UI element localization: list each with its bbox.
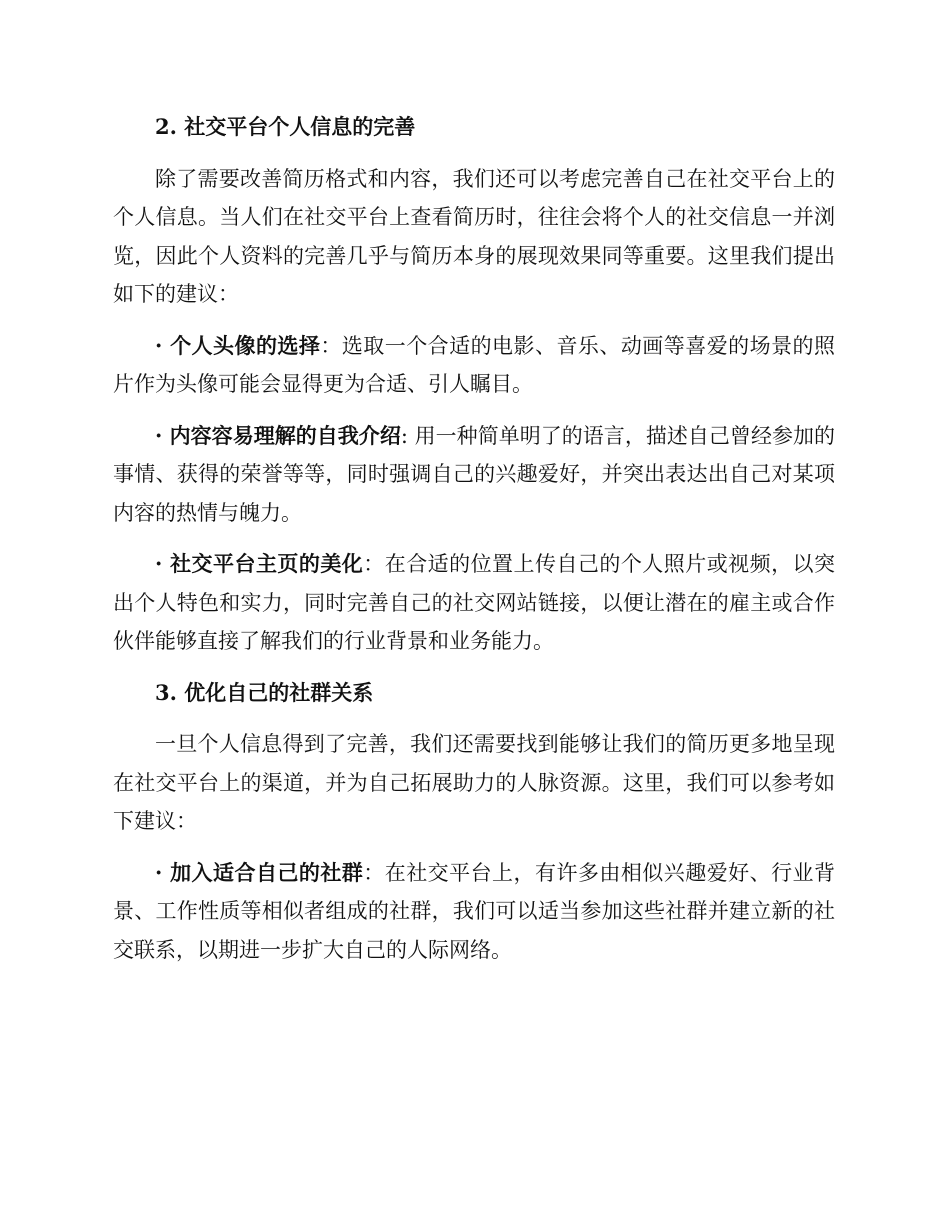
document-body — [113, 108, 835, 982]
section-intro-profile: 除了需要改善简历格式和内容，我们还可以考虑完善自己在社交平台上的个人信息。当人们在社交平台上查看简历时，往往会将个人的社交信息一并浏览，因此个人资料的完善几乎与简历本身的展现效果同等重要。这里我们提出如下的建议： — [113, 166, 835, 306]
bullet-term: · 社交平台主页的美化 — [155, 551, 364, 576]
bullet-term: · 内容容易理解的自我介绍 — [155, 422, 401, 448]
bullet-text: 在社交平台上，有许多由相似兴趣爱好、行业背景、工作性质等相似者组成的社群，我们可以适当参加这些社群并建立新的社交联系，以期进一步扩大自己的人际网络。 — [113, 860, 836, 962]
bullet-item-avatar — [113, 327, 835, 404]
bullet-text: 用一种简单明了的语言，描述自己曾经参加的事情、获得的荣誉等等，同时强调自己的兴趣爱好，并突出表达出自己对某项内容的热情与魄力。 — [113, 423, 836, 525]
bullet-item-join-community — [113, 854, 835, 970]
bullet-separator: ： — [363, 552, 385, 576]
bullet-term: · 加入适合自己的社群 — [155, 859, 364, 885]
section-intro-community: 一旦个人信息得到了完善，我们还需要找到能够让我们的简历更多地呈现在社交平台上的渠道，并为自己拓展助力的人脉资源。这里，我们可以参考如下建议： — [113, 732, 835, 833]
section-heading-community: 3. 优化自己的社群关系 — [155, 679, 374, 705]
bullet-separator: ： — [363, 860, 385, 885]
bullet-text: 在合适的位置上传自己的个人照片或视频，以突出个人特色和实力，同时完善自己的社交网站链接，以便让潜在的雇主或合作伙伴能够直接了解我们的行业背景和业务能力。 — [113, 552, 836, 653]
bullet-text: 选取一个合适的电影、音乐、动画等喜爱的场景的照片作为头像可能会显得更为合适、引人瞩目。 — [113, 333, 836, 396]
bullet-item-self-intro — [113, 417, 835, 533]
bullet-separator: : — [400, 423, 415, 448]
section-heading-profile: 2. 社交平台个人信息的完善 — [155, 114, 416, 139]
bullet-item-homepage — [113, 545, 835, 661]
bullet-separator: ： — [320, 333, 342, 358]
bullet-term: · 个人头像的选择 — [155, 332, 321, 358]
